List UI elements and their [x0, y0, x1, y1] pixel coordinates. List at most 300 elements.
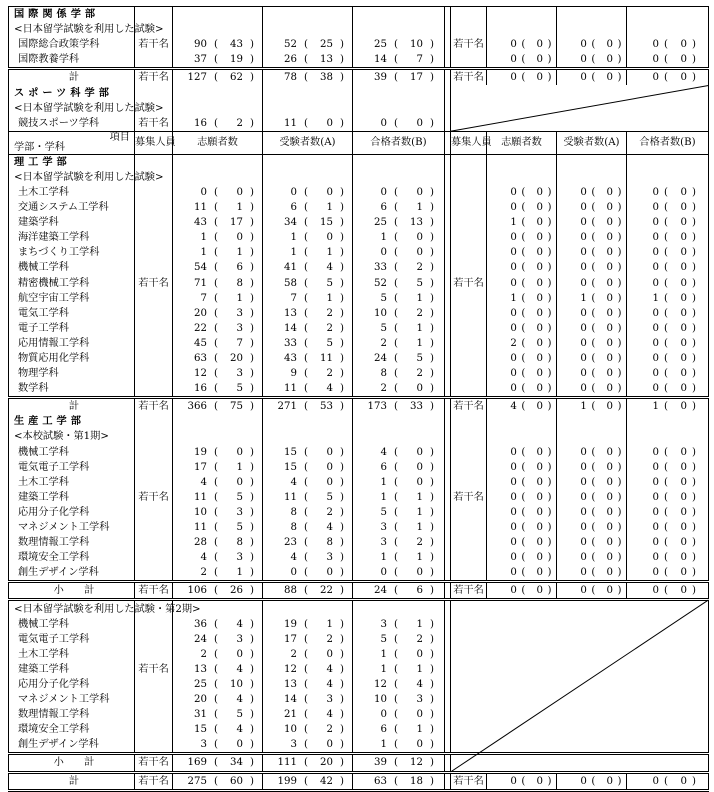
count-cell: 5 ( 1 ) — [353, 321, 445, 336]
department-row — [9, 662, 709, 677]
count-cell — [353, 154, 445, 170]
department-row — [9, 677, 709, 692]
quota-cell — [135, 321, 173, 336]
row-label: 土木工学科 — [9, 185, 135, 200]
blank-region — [451, 101, 709, 116]
count-cell — [487, 154, 557, 170]
count-cell: 0 ( 0 ) — [487, 230, 557, 245]
count-cell: 0 ( 0 ) — [557, 215, 627, 230]
count-cell: 1 ( 1 ) — [353, 662, 445, 677]
count-cell: 12 ( 4 ) — [263, 662, 353, 677]
count-cell: 0 ( 0 ) — [487, 321, 557, 336]
count-cell: 63 ( 20 ) — [173, 351, 263, 366]
quota-cell — [135, 215, 173, 230]
count-cell: 10 ( 3 ) — [173, 505, 263, 520]
count-cell: 0 ( 0 ) — [487, 475, 557, 490]
row-label: 建築学科 — [9, 215, 135, 230]
quota-cell — [135, 617, 173, 632]
count-cell: 0 ( 0 ) — [627, 445, 709, 460]
row-label: 電気電子工学科 — [9, 460, 135, 475]
count-cell: 199 ( 42 ) — [263, 772, 353, 790]
count-cell: 0 ( 0 ) — [627, 69, 709, 86]
count-cell: 25 ( 10 ) — [173, 677, 263, 692]
department-row — [9, 245, 709, 260]
count-cell — [263, 600, 353, 617]
quota-cell: 若干名 — [451, 582, 487, 600]
row-label: 応用分子化学科 — [9, 677, 135, 692]
count-cell: 0 ( 0 ) — [557, 306, 627, 321]
row-label: 機械工学科 — [9, 445, 135, 460]
quota-cell — [135, 460, 173, 475]
count-cell: 0 ( 0 ) — [557, 245, 627, 260]
count-cell: 14 ( 3 ) — [263, 692, 353, 707]
quota-cell — [451, 22, 487, 37]
count-cell: 52 ( 5 ) — [353, 276, 445, 291]
count-cell: 45 ( 7 ) — [173, 336, 263, 351]
blank-region — [451, 722, 709, 737]
count-cell: 25 ( 10 ) — [353, 37, 445, 52]
count-cell — [557, 170, 627, 185]
total-row — [9, 582, 709, 600]
count-cell: 12 ( 3 ) — [173, 366, 263, 381]
count-cell: 17 ( 1 ) — [173, 460, 263, 475]
quota-cell — [135, 677, 173, 692]
header-item: 項目 — [109, 131, 130, 143]
quota-cell — [451, 185, 487, 200]
count-cell: 34 ( 15 ) — [263, 215, 353, 230]
row-label: 生産工学部 — [9, 414, 135, 429]
count-cell — [487, 170, 557, 185]
department-row — [9, 336, 709, 351]
admission-statistics-table — [8, 6, 709, 792]
count-cell — [263, 7, 353, 23]
count-cell: 8 ( 2 ) — [263, 505, 353, 520]
count-cell: 43 ( 11 ) — [263, 351, 353, 366]
quota-cell — [451, 505, 487, 520]
count-cell: 10 ( 3 ) — [353, 692, 445, 707]
count-cell: 0 ( 0 ) — [557, 321, 627, 336]
blank-region — [451, 707, 709, 722]
quota-cell — [451, 154, 487, 170]
count-cell: 24 ( 6 ) — [353, 582, 445, 600]
quota-cell: 若干名 — [135, 69, 173, 86]
count-cell: 28 ( 8 ) — [173, 535, 263, 550]
count-cell: 39 ( 12 ) — [353, 754, 445, 772]
quota-cell — [451, 520, 487, 535]
quota-cell — [451, 291, 487, 306]
faculty-row — [9, 154, 709, 170]
count-cell — [627, 22, 709, 37]
quota-cell — [135, 52, 173, 69]
count-cell: 0 ( 0 ) — [487, 260, 557, 275]
row-label: 建築工学科 — [9, 662, 135, 677]
count-cell: 14 ( 2 ) — [263, 321, 353, 336]
count-cell: 0 ( 0 ) — [627, 475, 709, 490]
row-label: 電子工学科 — [9, 321, 135, 336]
count-cell: 0 ( 0 ) — [487, 520, 557, 535]
count-cell: 169 ( 34 ) — [173, 754, 263, 772]
count-cell: 0 ( 0 ) — [353, 185, 445, 200]
count-cell: 16 ( 5 ) — [173, 381, 263, 398]
header-applicants: 志願者数 — [487, 131, 557, 154]
quota-cell: 若干名 — [451, 276, 487, 291]
quota-cell — [135, 722, 173, 737]
quota-cell — [135, 429, 173, 444]
count-cell: 0 ( 0 ) — [627, 306, 709, 321]
count-cell: 9 ( 2 ) — [263, 366, 353, 381]
quota-cell — [135, 351, 173, 366]
count-cell: 1 ( 0 ) — [557, 291, 627, 306]
count-cell: 0 ( 0 ) — [557, 460, 627, 475]
count-cell: 106 ( 26 ) — [173, 582, 263, 600]
quota-cell — [135, 7, 173, 23]
count-cell — [627, 7, 709, 23]
quota-cell — [135, 445, 173, 460]
quota-cell — [135, 565, 173, 582]
count-cell: 7 ( 1 ) — [173, 291, 263, 306]
header-item-faculty — [9, 131, 135, 154]
count-cell: 15 ( 4 ) — [173, 722, 263, 737]
count-cell — [263, 429, 353, 444]
count-cell: 0 ( 0 ) — [627, 37, 709, 52]
count-cell — [263, 154, 353, 170]
department-row — [9, 381, 709, 398]
count-cell — [173, 22, 263, 37]
quota-cell — [451, 170, 487, 185]
quota-cell: 若干名 — [135, 754, 173, 772]
count-cell: 1 ( 0 ) — [627, 291, 709, 306]
row-label: 数理情報工学科 — [9, 535, 135, 550]
count-cell: 10 ( 2 ) — [353, 306, 445, 321]
header-faculty: 学部・学科 — [14, 141, 65, 153]
count-cell: 0 ( 0 ) — [557, 772, 627, 790]
quota-cell — [451, 351, 487, 366]
count-cell: 366 ( 75 ) — [173, 398, 263, 415]
count-cell: 0 ( 0 ) — [557, 37, 627, 52]
quota-cell: 若干名 — [451, 69, 487, 86]
count-cell: 0 ( 0 ) — [487, 37, 557, 52]
row-label: 環境安全工学科 — [9, 722, 135, 737]
count-cell: 8 ( 2 ) — [353, 366, 445, 381]
total-row — [9, 398, 709, 415]
quota-cell: 若干名 — [451, 490, 487, 505]
count-cell: 0 ( 0 ) — [627, 505, 709, 520]
count-cell: 14 ( 7 ) — [353, 52, 445, 69]
count-cell: 0 ( 0 ) — [627, 245, 709, 260]
row-label: 小 計 — [9, 582, 135, 600]
department-row — [9, 445, 709, 460]
count-cell: 5 ( 1 ) — [353, 291, 445, 306]
count-cell: 0 ( 0 ) — [487, 460, 557, 475]
blank-region — [451, 737, 709, 754]
count-cell: 10 ( 2 ) — [263, 722, 353, 737]
count-cell: 0 ( 0 ) — [557, 445, 627, 460]
department-row — [9, 617, 709, 632]
count-cell — [557, 414, 627, 429]
count-cell: 88 ( 22 ) — [263, 582, 353, 600]
count-cell: 1 ( 1 ) — [263, 245, 353, 260]
count-cell: 0 ( 0 ) — [557, 351, 627, 366]
count-cell: 58 ( 5 ) — [263, 276, 353, 291]
count-cell: 0 ( 0 ) — [263, 185, 353, 200]
department-row — [9, 647, 709, 662]
count-cell: 0 ( 0 ) — [627, 200, 709, 215]
count-cell: 0 ( 0 ) — [353, 116, 445, 132]
count-cell: 24 ( 3 ) — [173, 632, 263, 647]
quota-cell — [135, 505, 173, 520]
count-cell: 0 ( 0 ) — [627, 336, 709, 351]
count-cell: 0 ( 0 ) — [557, 260, 627, 275]
count-cell: 0 ( 0 ) — [487, 505, 557, 520]
count-cell: 127 ( 62 ) — [173, 69, 263, 86]
header-examinees: 受験者数(A) — [557, 131, 627, 154]
row-label: 小 計 — [9, 754, 135, 772]
count-cell: 5 ( 2 ) — [353, 632, 445, 647]
count-cell: 6 ( 1 ) — [353, 722, 445, 737]
quota-cell: 若干名 — [135, 37, 173, 52]
count-cell: 52 ( 25 ) — [263, 37, 353, 52]
department-row — [9, 306, 709, 321]
count-cell: 0 ( 0 ) — [487, 490, 557, 505]
quota-cell — [135, 245, 173, 260]
quota-cell — [451, 475, 487, 490]
count-cell: 0 ( 0 ) — [487, 200, 557, 215]
count-cell: 0 ( 0 ) — [487, 445, 557, 460]
count-cell — [263, 414, 353, 429]
count-cell — [263, 22, 353, 37]
count-cell: 78 ( 38 ) — [263, 69, 353, 86]
blank-region — [451, 677, 709, 692]
department-row — [9, 565, 709, 582]
count-cell: 0 ( 0 ) — [487, 185, 557, 200]
quota-cell: 若干名 — [135, 116, 173, 132]
row-label: 国際教養学科 — [9, 52, 135, 69]
header-passers: 合格者数(B) — [627, 131, 709, 154]
count-cell: 54 ( 6 ) — [173, 260, 263, 275]
quota-cell — [451, 535, 487, 550]
row-label: 国際関係学部 — [9, 7, 135, 23]
quota-cell — [135, 647, 173, 662]
count-cell: 1 ( 0 ) — [353, 737, 445, 754]
count-cell — [627, 170, 709, 185]
quota-cell — [451, 245, 487, 260]
count-cell — [353, 429, 445, 444]
count-cell: 21 ( 4 ) — [263, 707, 353, 722]
count-cell: 0 ( 0 ) — [487, 381, 557, 398]
count-cell: 1 ( 0 ) — [353, 230, 445, 245]
quota-cell: 若干名 — [135, 582, 173, 600]
quota-cell: 若干名 — [135, 398, 173, 415]
count-cell: 1 ( 0 ) — [353, 647, 445, 662]
quota-cell — [135, 85, 173, 100]
department-row — [9, 707, 709, 722]
count-cell — [173, 170, 263, 185]
row-label: 創生デザイン学科 — [9, 737, 135, 754]
quota-cell — [451, 366, 487, 381]
row-label: 交通システム工学科 — [9, 200, 135, 215]
count-cell: 0 ( 0 ) — [627, 351, 709, 366]
quota-cell — [135, 291, 173, 306]
count-cell: 11 ( 4 ) — [263, 381, 353, 398]
count-cell: 0 ( 0 ) — [353, 565, 445, 582]
count-cell: 0 ( 0 ) — [557, 381, 627, 398]
count-cell: 275 ( 60 ) — [173, 772, 263, 790]
count-cell: 5 ( 1 ) — [353, 505, 445, 520]
exam-type-row — [9, 429, 709, 444]
count-cell: 3 ( 1 ) — [353, 520, 445, 535]
count-cell: 1 ( 0 ) — [173, 230, 263, 245]
count-cell: 13 ( 4 ) — [173, 662, 263, 677]
count-cell — [353, 101, 445, 116]
count-cell — [263, 170, 353, 185]
count-cell: 0 ( 0 ) — [627, 565, 709, 582]
count-cell: 0 ( 0 ) — [627, 366, 709, 381]
row-label: 応用分子化学科 — [9, 505, 135, 520]
exam-type-row — [9, 170, 709, 185]
quota-cell — [135, 200, 173, 215]
header-quota: 募集人員 — [135, 131, 173, 154]
count-cell: 2 ( 0 ) — [487, 336, 557, 351]
count-cell — [627, 154, 709, 170]
quota-cell — [135, 737, 173, 754]
count-cell: 0 ( 0 ) — [557, 582, 627, 600]
count-cell: 0 ( 0 ) — [627, 215, 709, 230]
quota-cell — [135, 550, 173, 565]
count-cell: 23 ( 8 ) — [263, 535, 353, 550]
quota-cell — [451, 215, 487, 230]
row-label: 環境安全工学科 — [9, 550, 135, 565]
count-cell: 19 ( 1 ) — [263, 617, 353, 632]
row-label: 競技スポーツ学科 — [9, 116, 135, 132]
count-cell — [487, 7, 557, 23]
count-cell — [353, 600, 445, 617]
count-cell: 4 ( 0 ) — [263, 475, 353, 490]
count-cell: 0 ( 0 ) — [557, 366, 627, 381]
count-cell — [263, 85, 353, 100]
count-cell: 41 ( 4 ) — [263, 260, 353, 275]
count-cell — [353, 22, 445, 37]
count-cell: 0 ( 0 ) — [627, 550, 709, 565]
column-header-row — [9, 131, 709, 154]
count-cell: 0 ( 0 ) — [487, 52, 557, 69]
count-cell: 0 ( 0 ) — [557, 550, 627, 565]
department-row — [9, 116, 709, 132]
department-row — [9, 490, 709, 505]
faculty-row — [9, 414, 709, 429]
count-cell: 90 ( 43 ) — [173, 37, 263, 52]
count-cell — [353, 7, 445, 23]
count-cell: 0 ( 0 ) — [263, 565, 353, 582]
quota-cell: 若干名 — [135, 772, 173, 790]
blank-region — [451, 647, 709, 662]
count-cell: 0 ( 0 ) — [627, 185, 709, 200]
department-row — [9, 632, 709, 647]
count-cell: 0 ( 0 ) — [487, 565, 557, 582]
header-applicants: 志願者数 — [173, 131, 263, 154]
count-cell: 1 ( 0 ) — [557, 398, 627, 415]
count-cell — [353, 85, 445, 100]
count-cell: 111 ( 20 ) — [263, 754, 353, 772]
count-cell: 11 ( 5 ) — [173, 520, 263, 535]
count-cell — [173, 7, 263, 23]
count-cell: 0 ( 0 ) — [627, 490, 709, 505]
count-cell: 0 ( 0 ) — [627, 460, 709, 475]
count-cell: 6 ( 1 ) — [263, 200, 353, 215]
count-cell: 36 ( 4 ) — [173, 617, 263, 632]
count-cell: 6 ( 0 ) — [353, 460, 445, 475]
count-cell: 1 ( 0 ) — [627, 398, 709, 415]
header-quota: 募集人員 — [451, 131, 487, 154]
department-row — [9, 550, 709, 565]
row-label: 物質応用化学科 — [9, 351, 135, 366]
department-row — [9, 52, 709, 69]
count-cell: 19 ( 0 ) — [173, 445, 263, 460]
quota-cell — [135, 306, 173, 321]
row-label: 土木工学科 — [9, 475, 135, 490]
department-row — [9, 215, 709, 230]
faculty-row — [9, 85, 709, 100]
count-cell: 39 ( 17 ) — [353, 69, 445, 86]
quota-cell: 若干名 — [135, 662, 173, 677]
count-cell: 2 ( 1 ) — [173, 565, 263, 582]
department-row — [9, 692, 709, 707]
row-label: <日本留学試験を利用した試験・第2期> — [9, 600, 135, 617]
row-label: 物理学科 — [9, 366, 135, 381]
row-label: <本校試験・第1期> — [9, 429, 135, 444]
count-cell: 271 ( 53 ) — [263, 398, 353, 415]
total-row — [9, 754, 709, 772]
count-cell: 22 ( 3 ) — [173, 321, 263, 336]
row-label: <日本留学試験を利用した試験> — [9, 170, 135, 185]
row-label: 機械工学科 — [9, 260, 135, 275]
count-cell — [173, 429, 263, 444]
count-cell: 0 ( 0 ) — [487, 550, 557, 565]
total-row — [9, 772, 709, 790]
count-cell: 0 ( 0 ) — [627, 230, 709, 245]
count-cell: 4 ( 3 ) — [173, 550, 263, 565]
count-cell: 15 ( 0 ) — [263, 445, 353, 460]
exam-type-row — [9, 101, 709, 116]
count-cell: 3 ( 2 ) — [353, 535, 445, 550]
row-label: 計 — [9, 69, 135, 86]
count-cell: 0 ( 0 ) — [557, 565, 627, 582]
header-examinees: 受験者数(A) — [263, 131, 353, 154]
count-cell: 0 ( 0 ) — [557, 336, 627, 351]
quota-cell — [135, 366, 173, 381]
count-cell — [487, 414, 557, 429]
count-cell: 11 ( 1 ) — [173, 200, 263, 215]
count-cell: 26 ( 13 ) — [263, 52, 353, 69]
count-cell: 0 ( 0 ) — [627, 321, 709, 336]
quota-cell: 若干名 — [451, 772, 487, 790]
count-cell — [557, 154, 627, 170]
count-cell — [353, 170, 445, 185]
count-cell: 11 ( 5 ) — [263, 490, 353, 505]
exam-type-row — [9, 600, 709, 617]
row-label: 土木工学科 — [9, 647, 135, 662]
count-cell: 0 ( 0 ) — [487, 306, 557, 321]
count-cell: 0 ( 0 ) — [557, 520, 627, 535]
quota-cell — [135, 230, 173, 245]
quota-cell — [135, 185, 173, 200]
count-cell: 43 ( 17 ) — [173, 215, 263, 230]
row-label: マネジメント工学科 — [9, 520, 135, 535]
count-cell — [173, 101, 263, 116]
count-cell: 0 ( 0 ) — [627, 582, 709, 600]
row-label: 計 — [9, 398, 135, 415]
quota-cell: 若干名 — [451, 398, 487, 415]
count-cell: 15 ( 0 ) — [263, 460, 353, 475]
